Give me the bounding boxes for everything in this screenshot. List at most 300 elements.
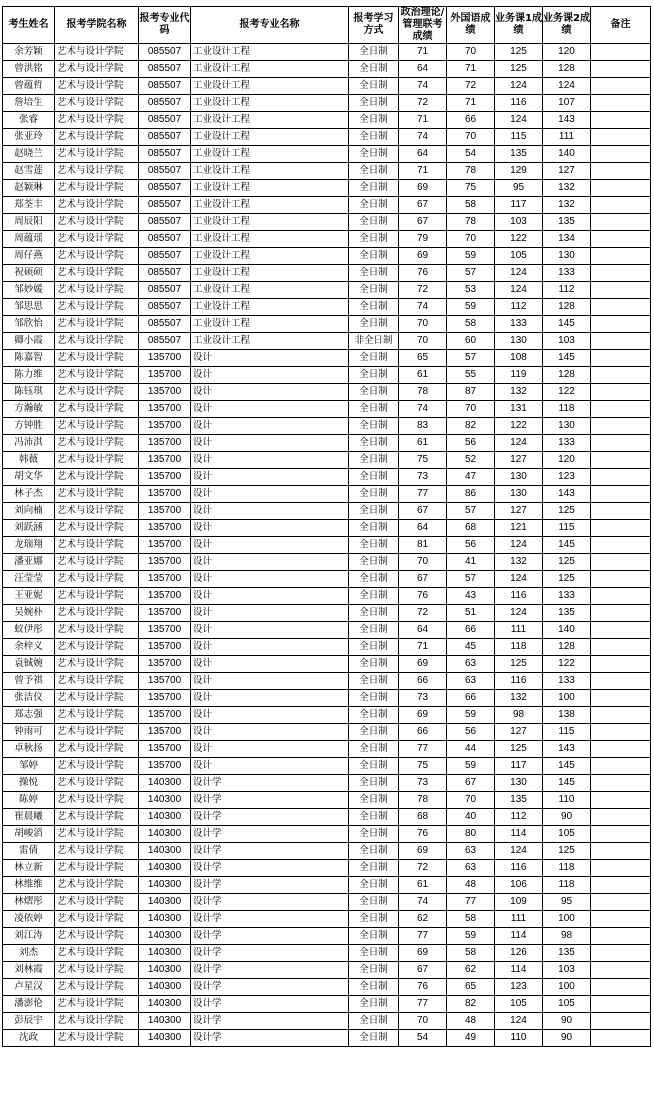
- cell-study-mode: 全日制: [349, 384, 399, 401]
- cell-college-name: 艺术与设计学院: [55, 367, 139, 384]
- cell-candidate-name: 郑荃丰: [3, 197, 55, 214]
- cell-remarks: [591, 418, 651, 435]
- cell-foreign-language-score: 82: [447, 418, 495, 435]
- cell-college-name: 艺术与设计学院: [55, 316, 139, 333]
- cell-course1-score: 105: [495, 996, 543, 1013]
- cell-course2-score: 124: [543, 78, 591, 95]
- cell-candidate-name: 曾洪铭: [3, 61, 55, 78]
- cell-study-mode: 全日制: [349, 639, 399, 656]
- cell-remarks: [591, 673, 651, 690]
- cell-remarks: [591, 95, 651, 112]
- table-row: [3, 622, 651, 639]
- cell-college-name: 艺术与设计学院: [55, 503, 139, 520]
- cell-course2-score: 130: [543, 418, 591, 435]
- cell-foreign-language-score: 51: [447, 605, 495, 622]
- cell-major-code: 135700: [139, 418, 191, 435]
- cell-college-name: 艺术与设计学院: [55, 656, 139, 673]
- cell-course1-score: 123: [495, 979, 543, 996]
- cell-study-mode: 全日制: [349, 724, 399, 741]
- header-candidate-name: 考生姓名: [3, 7, 55, 44]
- cell-major-code: 085507: [139, 333, 191, 350]
- cell-study-mode: 全日制: [349, 316, 399, 333]
- cell-major-code: 135700: [139, 707, 191, 724]
- cell-course1-score: 133: [495, 316, 543, 333]
- table-row: [3, 928, 651, 945]
- cell-course1-score: 116: [495, 673, 543, 690]
- cell-politics-score: 67: [399, 197, 447, 214]
- cell-course2-score: 100: [543, 979, 591, 996]
- cell-foreign-language-score: 57: [447, 265, 495, 282]
- cell-remarks: [591, 588, 651, 605]
- cell-politics-score: 72: [399, 282, 447, 299]
- cell-remarks: [591, 61, 651, 78]
- table-row: [3, 758, 651, 775]
- cell-major-name: 设计: [191, 384, 349, 401]
- cell-study-mode: 全日制: [349, 435, 399, 452]
- cell-course1-score: 95: [495, 180, 543, 197]
- cell-course2-score: 115: [543, 724, 591, 741]
- cell-foreign-language-score: 56: [447, 724, 495, 741]
- table-row: [3, 673, 651, 690]
- cell-course2-score: 128: [543, 61, 591, 78]
- cell-course1-score: 114: [495, 962, 543, 979]
- cell-major-code: 085507: [139, 146, 191, 163]
- cell-major-name: 工业设计工程: [191, 112, 349, 129]
- cell-course2-score: 133: [543, 673, 591, 690]
- cell-foreign-language-score: 59: [447, 928, 495, 945]
- cell-politics-score: 61: [399, 435, 447, 452]
- cell-study-mode: 非全日制: [349, 333, 399, 350]
- cell-foreign-language-score: 87: [447, 384, 495, 401]
- cell-course2-score: 133: [543, 265, 591, 282]
- cell-course1-score: 124: [495, 537, 543, 554]
- cell-candidate-name: 卢星汉: [3, 979, 55, 996]
- cell-course1-score: 115: [495, 129, 543, 146]
- table-row: [3, 860, 651, 877]
- table-row: [3, 180, 651, 197]
- cell-politics-score: 61: [399, 367, 447, 384]
- cell-study-mode: 全日制: [349, 741, 399, 758]
- cell-foreign-language-score: 58: [447, 911, 495, 928]
- cell-remarks: [591, 214, 651, 231]
- cell-course2-score: 145: [543, 316, 591, 333]
- cell-major-code: 085507: [139, 214, 191, 231]
- cell-study-mode: 全日制: [349, 78, 399, 95]
- cell-remarks: [591, 129, 651, 146]
- cell-course1-score: 116: [495, 95, 543, 112]
- cell-politics-score: 68: [399, 809, 447, 826]
- cell-college-name: 艺术与设计学院: [55, 945, 139, 962]
- cell-candidate-name: 卿小霞: [3, 333, 55, 350]
- cell-course2-score: 140: [543, 622, 591, 639]
- cell-candidate-name: 赵颖琳: [3, 180, 55, 197]
- cell-study-mode: 全日制: [349, 469, 399, 486]
- cell-candidate-name: 沈政: [3, 1030, 55, 1047]
- cell-remarks: [591, 503, 651, 520]
- cell-study-mode: 全日制: [349, 945, 399, 962]
- cell-college-name: 艺术与设计学院: [55, 248, 139, 265]
- cell-course2-score: 105: [543, 826, 591, 843]
- cell-major-code: 140300: [139, 911, 191, 928]
- cell-course1-score: 135: [495, 146, 543, 163]
- cell-major-name: 设计: [191, 639, 349, 656]
- cell-college-name: 艺术与设计学院: [55, 639, 139, 656]
- cell-foreign-language-score: 70: [447, 401, 495, 418]
- cell-major-code: 135700: [139, 367, 191, 384]
- cell-major-name: 设计: [191, 571, 349, 588]
- cell-major-code: 135700: [139, 605, 191, 622]
- cell-major-name: 设计学: [191, 877, 349, 894]
- table-body: [3, 44, 651, 1047]
- cell-major-code: 085507: [139, 180, 191, 197]
- cell-foreign-language-score: 57: [447, 571, 495, 588]
- cell-foreign-language-score: 58: [447, 316, 495, 333]
- cell-college-name: 艺术与设计学院: [55, 792, 139, 809]
- cell-major-code: 085507: [139, 282, 191, 299]
- cell-course1-score: 116: [495, 860, 543, 877]
- cell-remarks: [591, 945, 651, 962]
- table-row: [3, 962, 651, 979]
- cell-major-name: 设计学: [191, 1013, 349, 1030]
- cell-remarks: [591, 401, 651, 418]
- cell-major-name: 工业设计工程: [191, 44, 349, 61]
- cell-politics-score: 69: [399, 945, 447, 962]
- cell-course1-score: 114: [495, 826, 543, 843]
- cell-college-name: 艺术与设计学院: [55, 384, 139, 401]
- cell-remarks: [591, 537, 651, 554]
- cell-remarks: [591, 996, 651, 1013]
- cell-course2-score: 107: [543, 95, 591, 112]
- cell-major-name: 设计: [191, 554, 349, 571]
- cell-course2-score: 132: [543, 180, 591, 197]
- cell-study-mode: 全日制: [349, 163, 399, 180]
- cell-major-code: 135700: [139, 554, 191, 571]
- table-row: [3, 605, 651, 622]
- table-row: [3, 163, 651, 180]
- cell-course2-score: 111: [543, 129, 591, 146]
- cell-study-mode: 全日制: [349, 843, 399, 860]
- table-row: [3, 401, 651, 418]
- cell-remarks: [591, 690, 651, 707]
- cell-politics-score: 70: [399, 316, 447, 333]
- cell-course1-score: 117: [495, 758, 543, 775]
- cell-politics-score: 72: [399, 860, 447, 877]
- cell-college-name: 艺术与设计学院: [55, 231, 139, 248]
- cell-major-code: 135700: [139, 673, 191, 690]
- cell-study-mode: 全日制: [349, 1030, 399, 1047]
- cell-college-name: 艺术与设计学院: [55, 146, 139, 163]
- cell-candidate-name: 郑志强: [3, 707, 55, 724]
- cell-course1-score: 130: [495, 486, 543, 503]
- cell-course1-score: 111: [495, 911, 543, 928]
- cell-course2-score: 133: [543, 588, 591, 605]
- cell-college-name: 艺术与设计学院: [55, 996, 139, 1013]
- cell-major-code: 140300: [139, 792, 191, 809]
- cell-course2-score: 135: [543, 945, 591, 962]
- cell-major-name: 工业设计工程: [191, 197, 349, 214]
- cell-major-name: 设计: [191, 537, 349, 554]
- cell-college-name: 艺术与设计学院: [55, 112, 139, 129]
- cell-politics-score: 69: [399, 180, 447, 197]
- cell-major-code: 085507: [139, 316, 191, 333]
- cell-remarks: [591, 741, 651, 758]
- table-row: [3, 520, 651, 537]
- table-row: [3, 384, 651, 401]
- cell-candidate-name: 邹婷: [3, 758, 55, 775]
- cell-candidate-name: 潘亚娜: [3, 554, 55, 571]
- cell-course2-score: 118: [543, 877, 591, 894]
- cell-course2-score: 134: [543, 231, 591, 248]
- cell-foreign-language-score: 56: [447, 435, 495, 452]
- table-row: [3, 265, 651, 282]
- table-row: [3, 197, 651, 214]
- cell-major-name: 设计: [191, 758, 349, 775]
- cell-candidate-name: 陈钰琪: [3, 384, 55, 401]
- cell-remarks: [591, 1030, 651, 1047]
- table-row: [3, 588, 651, 605]
- cell-politics-score: 71: [399, 112, 447, 129]
- cell-college-name: 艺术与设计学院: [55, 214, 139, 231]
- cell-course1-score: 132: [495, 690, 543, 707]
- cell-course2-score: 100: [543, 690, 591, 707]
- cell-major-name: 设计学: [191, 945, 349, 962]
- cell-course2-score: 103: [543, 333, 591, 350]
- cell-major-code: 135700: [139, 452, 191, 469]
- cell-course2-score: 115: [543, 520, 591, 537]
- cell-candidate-name: 邹思思: [3, 299, 55, 316]
- cell-foreign-language-score: 48: [447, 877, 495, 894]
- cell-college-name: 艺术与设计学院: [55, 707, 139, 724]
- cell-politics-score: 71: [399, 639, 447, 656]
- cell-study-mode: 全日制: [349, 146, 399, 163]
- cell-course2-score: 120: [543, 452, 591, 469]
- cell-remarks: [591, 333, 651, 350]
- table-row: [3, 945, 651, 962]
- cell-foreign-language-score: 70: [447, 44, 495, 61]
- cell-course2-score: 100: [543, 911, 591, 928]
- cell-remarks: [591, 707, 651, 724]
- table-row: [3, 775, 651, 792]
- table-row: [3, 333, 651, 350]
- cell-college-name: 艺术与设计学院: [55, 163, 139, 180]
- cell-foreign-language-score: 78: [447, 163, 495, 180]
- table-row: [3, 418, 651, 435]
- cell-politics-score: 74: [399, 401, 447, 418]
- cell-study-mode: 全日制: [349, 1013, 399, 1030]
- cell-study-mode: 全日制: [349, 214, 399, 231]
- cell-remarks: [591, 197, 651, 214]
- cell-college-name: 艺术与设计学院: [55, 129, 139, 146]
- cell-major-name: 设计: [191, 724, 349, 741]
- cell-college-name: 艺术与设计学院: [55, 418, 139, 435]
- cell-remarks: [591, 860, 651, 877]
- cell-major-code: 135700: [139, 469, 191, 486]
- cell-politics-score: 67: [399, 214, 447, 231]
- cell-politics-score: 73: [399, 690, 447, 707]
- cell-major-name: 设计: [191, 350, 349, 367]
- cell-major-name: 设计: [191, 520, 349, 537]
- cell-course2-score: 133: [543, 435, 591, 452]
- cell-major-name: 设计: [191, 673, 349, 690]
- cell-politics-score: 81: [399, 537, 447, 554]
- cell-college-name: 艺术与设计学院: [55, 690, 139, 707]
- table-row: [3, 95, 651, 112]
- cell-foreign-language-score: 44: [447, 741, 495, 758]
- cell-college-name: 艺术与设计学院: [55, 333, 139, 350]
- cell-politics-score: 61: [399, 877, 447, 894]
- cell-course2-score: 145: [543, 537, 591, 554]
- cell-remarks: [591, 78, 651, 95]
- cell-major-code: 085507: [139, 112, 191, 129]
- cell-college-name: 艺术与设计学院: [55, 197, 139, 214]
- cell-course2-score: 118: [543, 860, 591, 877]
- table-row: [3, 809, 651, 826]
- cell-study-mode: 全日制: [349, 401, 399, 418]
- cell-college-name: 艺术与设计学院: [55, 571, 139, 588]
- cell-study-mode: 全日制: [349, 112, 399, 129]
- cell-foreign-language-score: 82: [447, 996, 495, 1013]
- cell-candidate-name: 钟雨可: [3, 724, 55, 741]
- cell-major-code: 135700: [139, 622, 191, 639]
- cell-remarks: [591, 928, 651, 945]
- cell-college-name: 艺术与设计学院: [55, 911, 139, 928]
- cell-study-mode: 全日制: [349, 61, 399, 78]
- cell-remarks: [591, 571, 651, 588]
- cell-remarks: [591, 877, 651, 894]
- cell-remarks: [591, 775, 651, 792]
- cell-candidate-name: 余梓义: [3, 639, 55, 656]
- cell-remarks: [591, 435, 651, 452]
- cell-candidate-name: 吴婉朴: [3, 605, 55, 622]
- cell-major-name: 设计: [191, 469, 349, 486]
- cell-foreign-language-score: 55: [447, 367, 495, 384]
- cell-college-name: 艺术与设计学院: [55, 1013, 139, 1030]
- cell-foreign-language-score: 56: [447, 537, 495, 554]
- cell-course2-score: 118: [543, 401, 591, 418]
- table-row: [3, 452, 651, 469]
- cell-course1-score: 124: [495, 112, 543, 129]
- cell-course1-score: 108: [495, 350, 543, 367]
- cell-course2-score: 127: [543, 163, 591, 180]
- cell-candidate-name: 邹欣怡: [3, 316, 55, 333]
- cell-foreign-language-score: 78: [447, 214, 495, 231]
- cell-major-code: 135700: [139, 384, 191, 401]
- cell-politics-score: 70: [399, 333, 447, 350]
- cell-college-name: 艺术与设计学院: [55, 350, 139, 367]
- cell-candidate-name: 彭辰宇: [3, 1013, 55, 1030]
- cell-study-mode: 全日制: [349, 860, 399, 877]
- cell-study-mode: 全日制: [349, 979, 399, 996]
- cell-candidate-name: 刘跃涵: [3, 520, 55, 537]
- cell-study-mode: 全日制: [349, 367, 399, 384]
- table-row: [3, 231, 651, 248]
- cell-major-code: 135700: [139, 537, 191, 554]
- cell-course1-score: 106: [495, 877, 543, 894]
- cell-foreign-language-score: 41: [447, 554, 495, 571]
- cell-candidate-name: 卓秋扬: [3, 741, 55, 758]
- cell-foreign-language-score: 62: [447, 962, 495, 979]
- table-row: [3, 724, 651, 741]
- cell-politics-score: 74: [399, 129, 447, 146]
- cell-college-name: 艺术与设计学院: [55, 741, 139, 758]
- cell-course1-score: 129: [495, 163, 543, 180]
- cell-course1-score: 105: [495, 248, 543, 265]
- cell-college-name: 艺术与设计学院: [55, 673, 139, 690]
- cell-remarks: [591, 384, 651, 401]
- cell-candidate-name: 曾予祺: [3, 673, 55, 690]
- cell-major-name: 设计学: [191, 928, 349, 945]
- cell-course2-score: 122: [543, 656, 591, 673]
- cell-major-name: 工业设计工程: [191, 316, 349, 333]
- cell-foreign-language-score: 80: [447, 826, 495, 843]
- cell-foreign-language-score: 53: [447, 282, 495, 299]
- cell-politics-score: 69: [399, 656, 447, 673]
- cell-college-name: 艺术与设计学院: [55, 809, 139, 826]
- cell-major-name: 工业设计工程: [191, 180, 349, 197]
- cell-politics-score: 77: [399, 928, 447, 945]
- cell-course2-score: 110: [543, 792, 591, 809]
- cell-politics-score: 67: [399, 962, 447, 979]
- cell-candidate-name: 蚁伊彤: [3, 622, 55, 639]
- cell-major-name: 设计学: [191, 860, 349, 877]
- cell-course1-score: 119: [495, 367, 543, 384]
- table-row: [3, 979, 651, 996]
- cell-candidate-name: 张洁仪: [3, 690, 55, 707]
- cell-candidate-name: 刘林霞: [3, 962, 55, 979]
- cell-college-name: 艺术与设计学院: [55, 962, 139, 979]
- cell-course2-score: 145: [543, 350, 591, 367]
- cell-candidate-name: 周仔燕: [3, 248, 55, 265]
- table-row: [3, 639, 651, 656]
- cell-major-code: 140300: [139, 962, 191, 979]
- cell-college-name: 艺术与设计学院: [55, 605, 139, 622]
- header-college-name: 报考学院名称: [55, 7, 139, 44]
- cell-foreign-language-score: 63: [447, 843, 495, 860]
- cell-foreign-language-score: 57: [447, 503, 495, 520]
- cell-candidate-name: 周蕴瑶: [3, 231, 55, 248]
- cell-college-name: 艺术与设计学院: [55, 401, 139, 418]
- cell-course1-score: 114: [495, 928, 543, 945]
- header-remarks: 备注: [591, 7, 651, 44]
- table-row: [3, 741, 651, 758]
- cell-study-mode: 全日制: [349, 877, 399, 894]
- cell-major-code: 135700: [139, 656, 191, 673]
- cell-remarks: [591, 231, 651, 248]
- cell-major-name: 工业设计工程: [191, 61, 349, 78]
- cell-candidate-name: 刘江涛: [3, 928, 55, 945]
- cell-foreign-language-score: 70: [447, 231, 495, 248]
- cell-remarks: [591, 248, 651, 265]
- cell-foreign-language-score: 63: [447, 656, 495, 673]
- cell-major-code: 085507: [139, 129, 191, 146]
- cell-course1-score: 124: [495, 1013, 543, 1030]
- cell-study-mode: 全日制: [349, 180, 399, 197]
- cell-politics-score: 74: [399, 894, 447, 911]
- table-row: [3, 554, 651, 571]
- cell-course2-score: 135: [543, 214, 591, 231]
- cell-candidate-name: 崔晨曦: [3, 809, 55, 826]
- cell-course2-score: 90: [543, 1030, 591, 1047]
- cell-remarks: [591, 758, 651, 775]
- cell-major-name: 工业设计工程: [191, 214, 349, 231]
- cell-study-mode: 全日制: [349, 503, 399, 520]
- cell-remarks: [591, 1013, 651, 1030]
- cell-course1-score: 124: [495, 843, 543, 860]
- cell-major-code: 085507: [139, 197, 191, 214]
- cell-course1-score: 125: [495, 656, 543, 673]
- cell-study-mode: 全日制: [349, 452, 399, 469]
- cell-college-name: 艺术与设计学院: [55, 826, 139, 843]
